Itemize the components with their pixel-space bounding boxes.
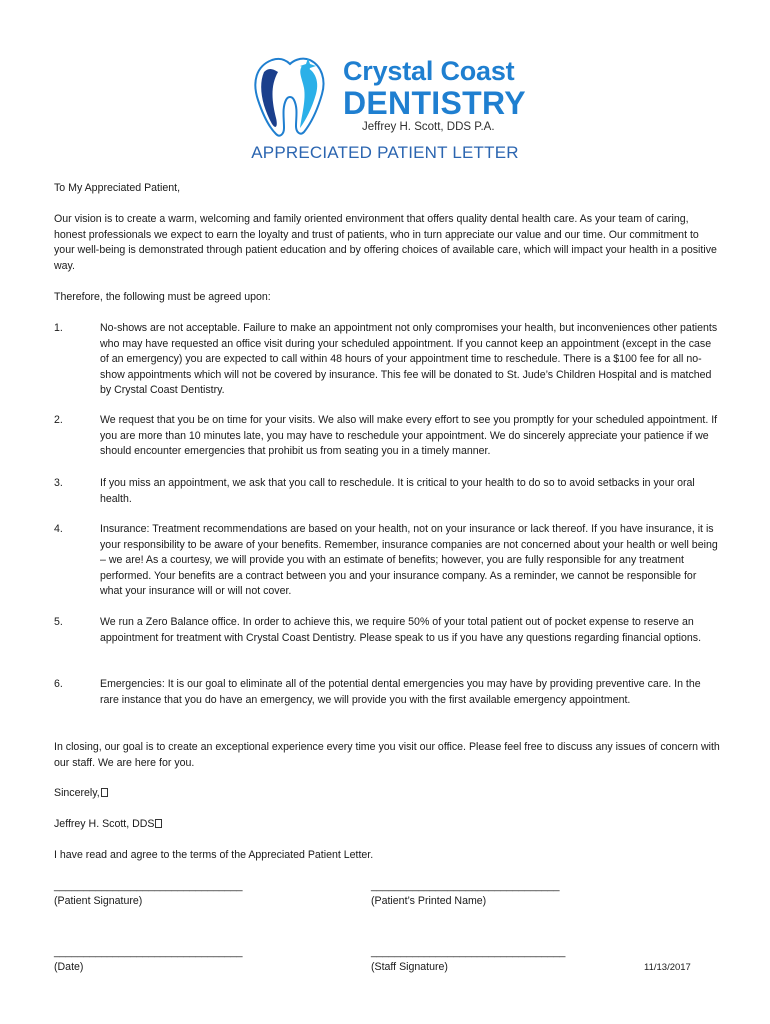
list-item-number: 5.	[54, 616, 63, 628]
missing-glyph-icon	[155, 819, 162, 828]
missing-glyph-icon	[101, 788, 108, 797]
closing-paragraph: In closing, our goal is to create an exceptional experience every time you visit our office. Please feel free to discuss any issues of concern with our staff. We are here for you.	[54, 741, 720, 769]
staff-signature-line[interactable]: _________________________________	[371, 946, 566, 958]
tooth-logo-icon	[250, 52, 332, 138]
list-item-text: If you miss an appointment, we ask that you call to reschedule. It is critical to your health to do so to avoid setbacks in your oral health.	[100, 477, 695, 505]
list-item-number: 2.	[54, 414, 63, 426]
list-item-number: 1.	[54, 322, 63, 334]
list-item-text: Insurance: Treatment recommendations are based on your health, not on your insurance or lack thereof. If you have insurance, it is your responsibility to be aware of your benefits. Remember, insurance companies are not concerned about your health or well being – we are! As a courtesy, we will provide you with an estimate of benefits; however, you are fully responsible for any treatment performed. Your benefits are a contract between you and your insurance company. As a reminder, we cannot be responsible for what your insurance will or will not cover.	[100, 523, 718, 597]
patient-printed-name-line[interactable]: ________________________________	[371, 880, 560, 892]
letter-title: APPRECIATED PATIENT LETTER	[251, 143, 519, 162]
brand-doctor-name: Jeffrey H. Scott, DDS P.A.	[362, 121, 495, 133]
patient-signature-label: (Patient Signature)	[54, 895, 143, 907]
patient-printed-name-label: (Patient’s Printed Name)	[371, 895, 487, 907]
list-item-text: No-shows are not acceptable. Failure to make an appointment not only compromises your health, but inconveniences other patients who may have requested an office visit during your scheduled appointment. If you cannot keep an appointment (except in the case of an emergency) you are expected to call within 48 hours of your appointment time to reschedule. There is a $100 fee for all no-show appointments which will not be covered by insurance. This fee will be donated to St. Jude’s Children Hospital and is matched by Crystal Coast Dentistry.	[100, 322, 718, 396]
document-date-stamp: 11/13/2017	[644, 962, 691, 973]
signer-line	[54, 817, 720, 833]
date-label: (Date)	[54, 961, 84, 973]
greeting: To My Appreciated Patient,	[54, 182, 181, 194]
patient-signature-line[interactable]: ________________________________	[54, 880, 243, 892]
list-item-text: We request that you be on time for your visits. We also will make every effort to see you promptly for your scheduled appointment. If you are more than 10 minutes late, you may have to reschedule your appointment. We do sincerely appreciate your patience if we should encounter emergencies that prohibit us from seating you in a timely manner.	[100, 414, 718, 457]
list-item-number: 4.	[54, 523, 63, 535]
practice-logo	[250, 52, 530, 140]
list-item-text: Emergencies: It is our goal to eliminate all of the potential dental emergencies you may have by providing preventive care. In the rare instance that you do have an emergency, we will provide you with the first available emergency appointment.	[100, 678, 701, 706]
brand-name-line1: Crystal Coast	[343, 56, 515, 86]
date-line[interactable]: ________________________________	[54, 946, 243, 958]
list-item-number: 6.	[54, 678, 63, 690]
staff-signature-label: (Staff Signature)	[371, 961, 448, 973]
sincerely-text: Sincerely,	[54, 787, 100, 799]
sincerely-line	[54, 786, 720, 802]
brand-name-line2: DENTISTRY	[343, 85, 526, 121]
list-item-number: 3.	[54, 477, 63, 489]
intro-paragraph: Our vision is to create a warm, welcoming and family oriented environment that offers quality dental health care. As your team of caring, honest professionals we expect to earn the loyalty and trust of patients, who in turn appreciate our value and our time. Our commitment to your well-being is demonstrated through patient education and by offering choices of available care, which will impact your health in a positive way.	[54, 213, 717, 272]
therefore-line: Therefore, the following must be agreed upon:	[54, 291, 271, 303]
signer-name: Jeffrey H. Scott, DDS	[54, 818, 155, 830]
agreement-line: I have read and agree to the terms of the Appreciated Patient Letter.	[54, 849, 374, 861]
list-item-text: We run a Zero Balance office. In order to achieve this, we require 50% of your total patient out of pocket expense to reserve an appointment for treatment with Crystal Coast Dentistry. Please speak to us if you have any questions regarding financial options.	[100, 616, 702, 644]
